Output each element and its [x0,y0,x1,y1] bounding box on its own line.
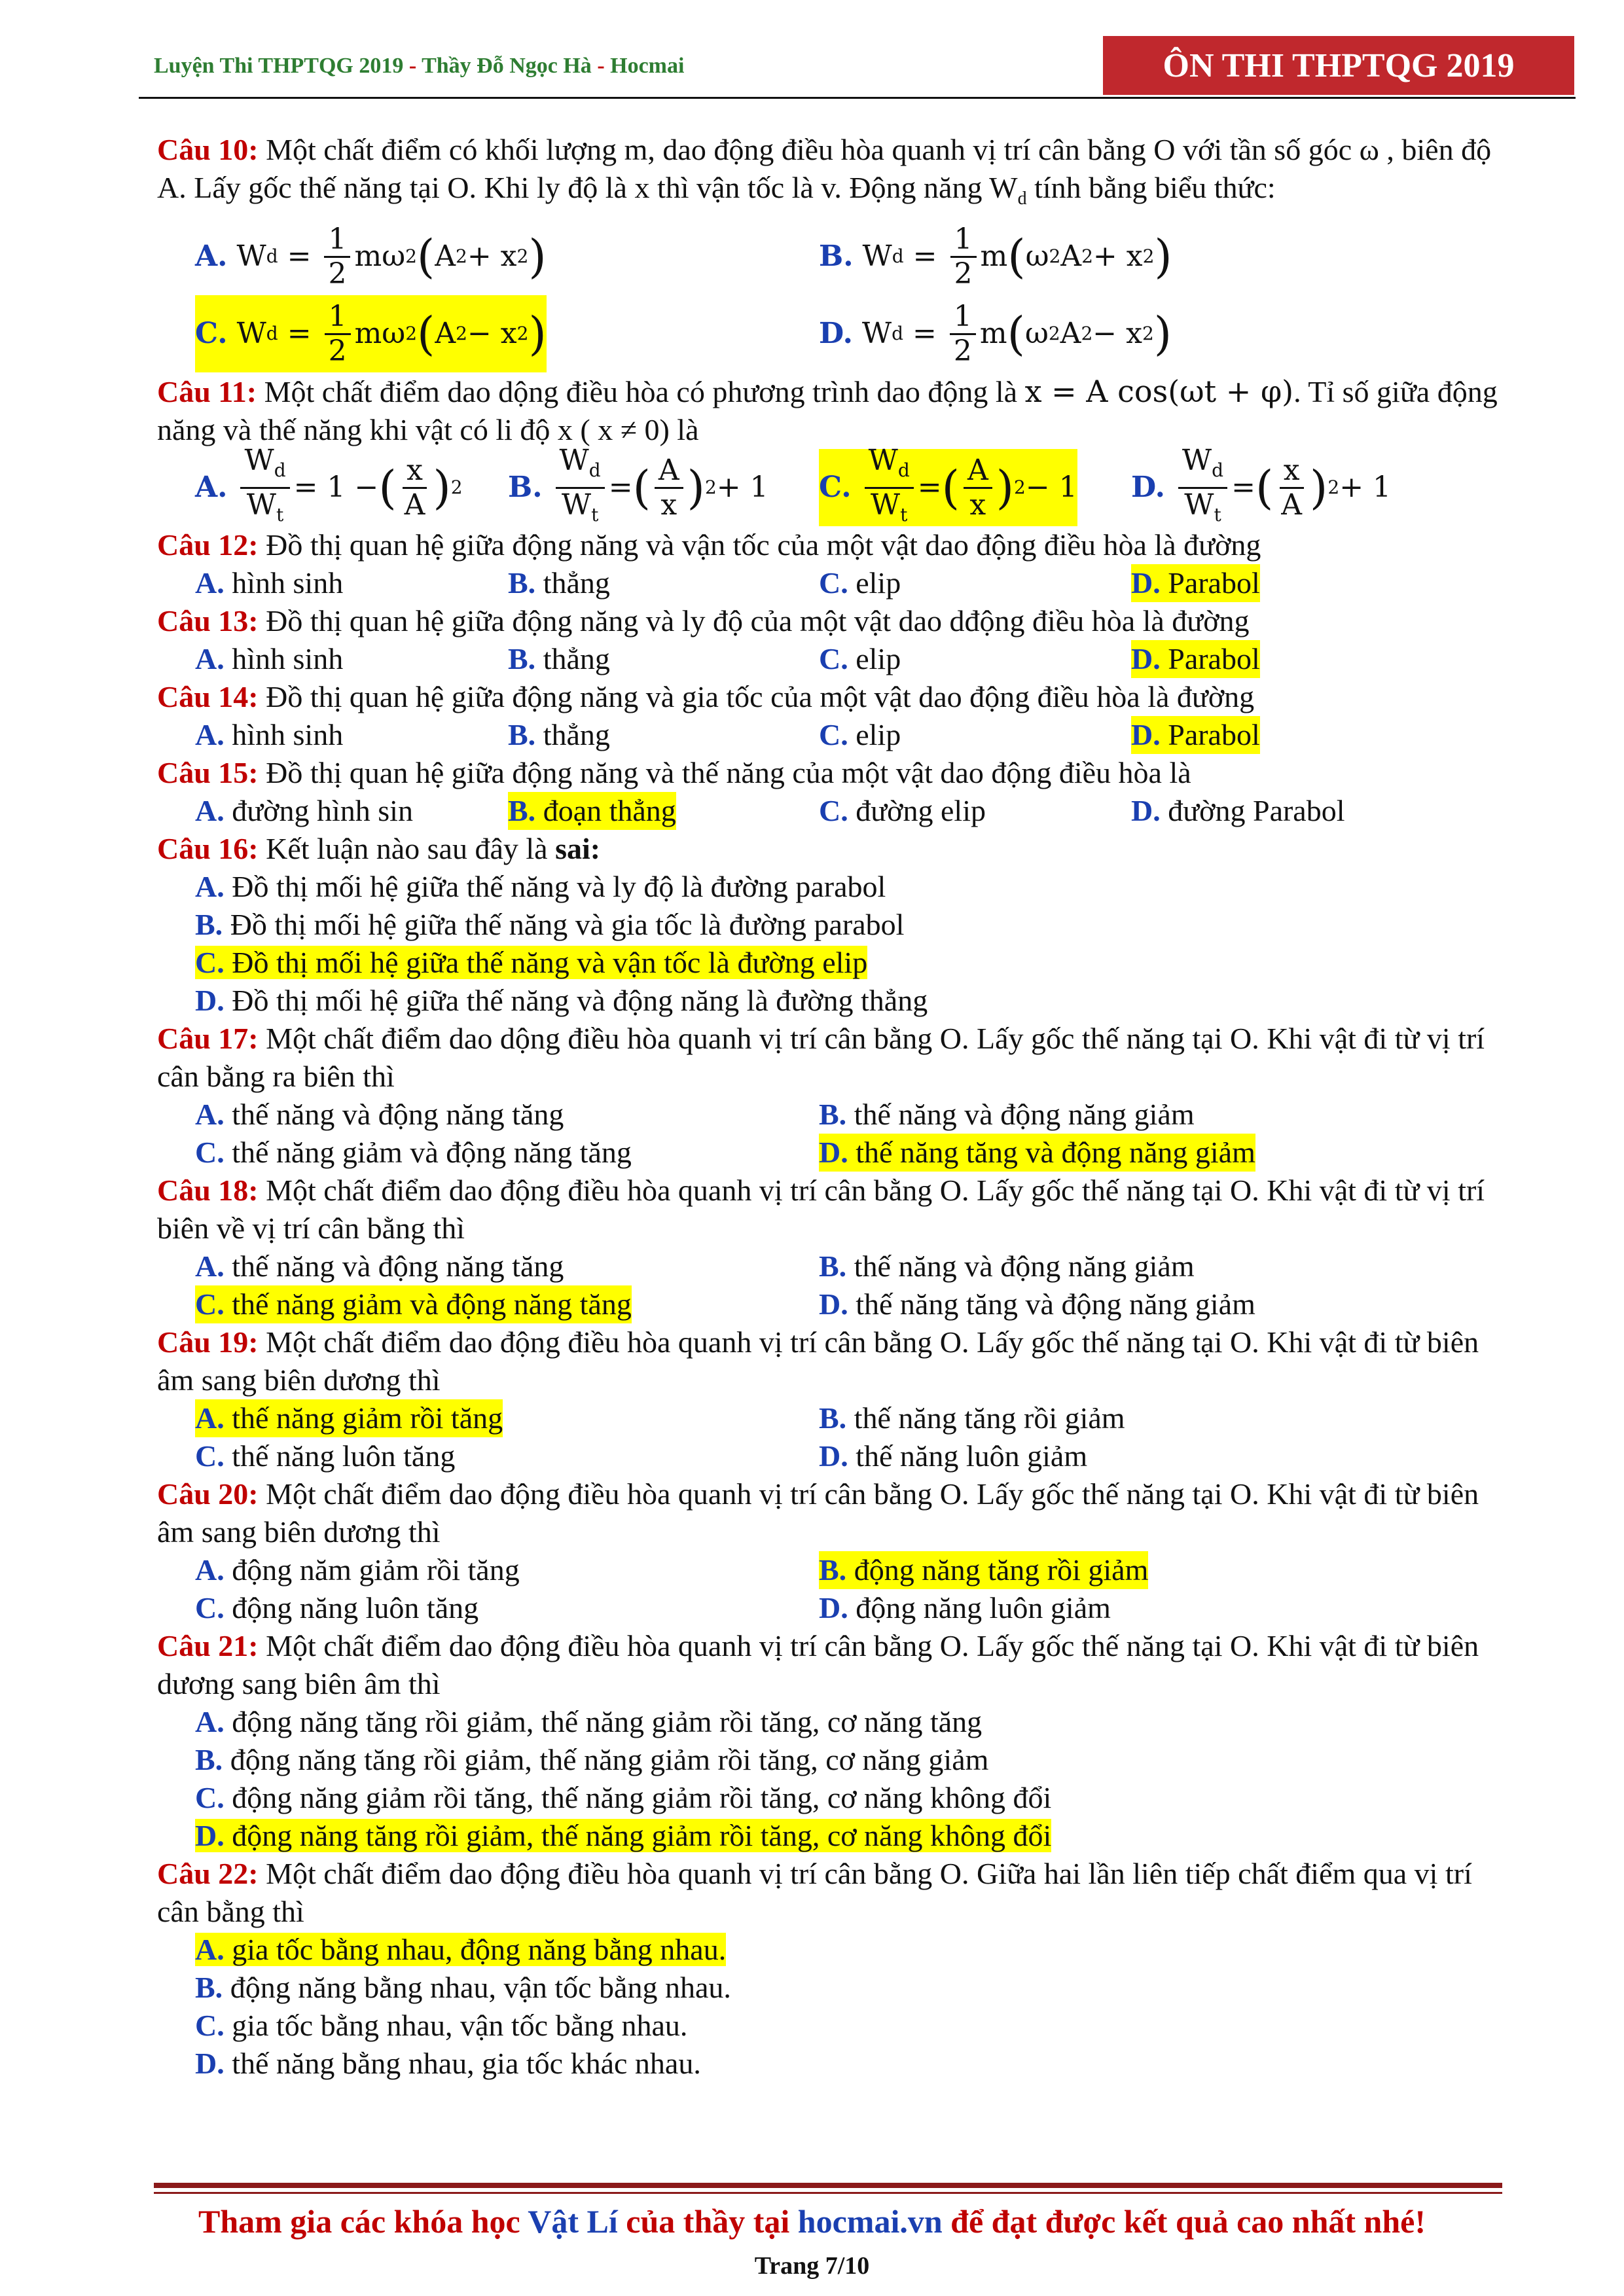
q10-option-c: C. W d = $\frac{1}{2}$ mω 2 ( A 2 − x 2 ) [195,295,547,372]
question-13: Câu 13: Đồ thị quan hệ giữa động năng và ly độ của một vật dao dđộng điều hòa là đường [157,604,1250,637]
q19-option-a: A. thế năng giảm rồi tăng [195,1399,503,1437]
q12-options [195,564,1506,602]
q21-option-b: B. động năng tăng rồi giảm, thế năng giảm rồi tăng, cơ năng giảm [195,1743,989,1776]
question-22: Câu 22: Một chất điểm dao động điều hòa quanh vị trí cân bằng O. Giữa hai lần liên tiếp chất điểm qua vị trí cân bằng thì [157,1857,1472,1928]
q13-option-d: D. Parabol [1131,640,1260,678]
q10-option-d: D. W d = $\frac{1}{2}$ m ( ω 2 A 2 − x 2 ) [819,299,1172,368]
question-19: Câu 19: Một chất điểm dao động điều hòa quanh vị trí cân bằng O. Lấy gốc thế năng tại O. Khi vật đi từ biên âm sang biên dương thì [157,1325,1479,1397]
q11-options [195,443,1506,526]
header-banner: ÔN THI THPTQG 2019 [1103,36,1574,95]
q14-options [195,716,1506,754]
q19-option-b: B. thế năng tăng rồi giảm [819,1401,1125,1435]
q17-option-d: D. thế năng tăng và động năng giảm [819,1134,1255,1172]
q14-option-d: D. Parabol [1131,716,1260,754]
q17-options-cd [195,1134,1506,1172]
header-course: Luyện Thi THPTQG 2019 - Thầy Đỗ Ngọc Hà - Hocmai [154,54,685,78]
q11-option-b: B. $\frac{W_d}{W_t}$ = ( $\frac{A}{x}$ ) 2 + 1 [508,443,768,526]
q13-option-b: B. thẳng [508,642,610,675]
q20-option-b: B. động năng tăng rồi giảm [819,1551,1148,1589]
q12-option-d: D. Parabol [1131,564,1260,602]
question-14: Câu 14: Đồ thị quan hệ giữa động năng và gia tốc của một vật dao động điều hòa là đường [157,680,1255,713]
document-body [157,131,1506,2083]
q16-option-b: B. Đồ thị mối hệ giữa thế năng và gia tốc là đường parabol [195,908,905,941]
q10-option-a: A. W d = $\frac{1}{2}$ mω 2 ( A 2 + x 2 ) [195,222,547,291]
question-18: Câu 18: Một chất điểm dao động điều hòa quanh vị trí cân bằng O. Lấy gốc thế năng tại O. Khi vật đi từ vị trí biên về vị trí cân bằng thì [157,1174,1485,1245]
q13-options [195,640,1506,678]
q17-options-ab [195,1096,1506,1134]
page-number: Trang 7/10 [754,2252,870,2280]
footer-link[interactable]: hocmai.vn [797,2203,943,2240]
q14-option-a: A. hình sinh [195,718,344,751]
q22-option-d: D. thế năng bằng nhau, gia tốc khác nhau. [195,2047,701,2080]
q21-option-d: D. động năng tăng rồi giảm, thế năng giảm rồi tăng, cơ năng không đổi [195,1819,1052,1852]
question-20: Câu 20: Một chất điểm dao động điều hòa quanh vị trí cân bằng O. Lấy gốc thế năng tại O. Khi vật đi từ biên âm sang biên dương thì [157,1477,1479,1549]
q14-option-c: C. elip [819,718,901,751]
q11-option-a: A. $\frac{W_d}{W_t}$ = 1 − ( $\frac{x}{A}$ ) 2 [195,443,463,526]
q20-options-ab [195,1551,1506,1589]
q18-options-cd [195,1285,1506,1323]
q22-option-c: C. gia tốc bằng nhau, vận tốc bằng nhau. [195,2009,688,2042]
q16-option-d: D. Đồ thị mối hệ giữa thế năng và động năng là đường thẳng [195,984,928,1017]
header-divider [139,97,1576,99]
q21-option-c: C. động năng giảm rồi tăng, thế năng giảm rồi tăng, cơ năng không đổi [195,1781,1052,1814]
q11-option-c: C. $\frac{W_d}{W_t}$ = ( $\frac{A}{x}$ ) 2 − 1 [819,443,1077,526]
question-17: Câu 17: Một chất điểm dao dộng điều hòa quanh vị trí cân bằng O. Lấy gốc thế năng tại O. Khi vật đi từ vị trí cân bằng ra biên thì [157,1022,1485,1093]
q22-option-a: A. gia tốc bằng nhau, động năng bằng nhau. [195,1933,727,1966]
question-10: Câu 10: Một chất điểm có khối lượng m, dao động điều hòa quanh vị trí cân bằng O với tần số góc ω , biên độ A. Lấy gốc thế năng tại O. Khi ly độ là x thì vận tốc là v. Động năng $W_d$ tính bằng biểu thức: [157,133,1492,209]
q17-option-c: C. thế năng giảm và động năng tăng [195,1136,632,1169]
q18-option-c: C. thế năng giảm và động năng tăng [195,1285,632,1323]
question-11: Câu 11: Một chất điểm dao dộng điều hòa có phương trình dao động là x = A cos(ωt + φ). Tỉ số giữa động năng và thế năng khi vật có li độ x ( x ≠ 0) là [157,374,1498,446]
q12-option-a: A. hình sinh [195,566,344,600]
q19-option-d: D. thế năng luôn giảm [819,1439,1088,1473]
q15-option-a: A. đường hình sin [195,794,413,827]
q13-option-a: A. hình sinh [195,642,344,675]
q19-options-ab [195,1399,1506,1437]
q14-option-b: B. thẳng [508,718,610,751]
q10-options-cd [195,295,1506,372]
q20-option-a: A. động năm giảm rồi tăng [195,1553,520,1587]
q17-option-b: B. thế năng và động năng giảm [819,1098,1195,1131]
q15-option-d: D. đường Parabol [1131,794,1345,827]
q18-option-d: D. thế năng tăng và động năng giảm [819,1287,1255,1321]
q15-options [195,792,1506,830]
question-21: Câu 21: Một chất điểm dao động điều hòa quanh vị trí cân bằng O. Lấy gốc thế năng tại O. Khi vật đi từ biên dương sang biên âm thì [157,1629,1479,1700]
q10-option-b: B. W d = $\frac{1}{2}$ m ( ω 2 A 2 + x 2 ) [819,222,1172,291]
q20-option-d: D. động năng luôn giảm [819,1591,1111,1624]
question-12: Câu 12: Đồ thị quan hệ giữa động năng và vận tốc của một vật dao động điều hòa là đường [157,528,1261,562]
question-16: Câu 16: Kết luận nào sau đây là sai: [157,832,601,865]
q19-option-c: C. thế năng luôn tăng [195,1439,456,1473]
q12-option-c: C. elip [819,566,901,600]
q13-option-c: C. elip [819,642,901,675]
footer-promo: Tham gia các khóa học Vật Lí của thầy tại hocmai.vn để đạt được kết quả cao nhất nhé! [198,2203,1426,2240]
q19-options-cd [195,1437,1506,1475]
q22-option-b: B. động năng bằng nhau, vận tốc bằng nhau. [195,1971,731,2004]
q18-option-a: A. thế năng và động năng tăng [195,1249,564,1283]
q21-option-a: A. động năng tăng rồi giảm, thế năng giảm rồi tăng, cơ năng tăng [195,1705,983,1738]
q17-option-a: A. thế năng và động năng tăng [195,1098,564,1131]
q10-options-ab [195,218,1506,295]
q15-option-c: C. đường elip [819,794,986,827]
q16-option-c: C. Đồ thị mối hệ giữa thế năng và vận tốc là đường elip [195,946,868,979]
q16-option-a: A. Đồ thị mối hệ giữa thế năng và ly độ là đường parabol [195,870,886,903]
q18-option-b: B. thế năng và động năng giảm [819,1249,1195,1283]
q20-options-cd [195,1589,1506,1627]
q12-option-b: B. thẳng [508,566,610,600]
q11-option-d: D. $\frac{W_d}{W_t}$ = ( $\frac{x}{A}$ ) 2 + 1 [1131,443,1392,526]
q15-option-b: B. đoạn thẳng [508,792,676,830]
q20-option-c: C. động năng luôn tăng [195,1591,479,1624]
footer-divider [154,2183,1502,2194]
q18-options-ab [195,1247,1506,1285]
question-15: Câu 15: Đồ thị quan hệ giữa động năng và thế năng của một vật dao động điều hòa là [157,756,1191,789]
